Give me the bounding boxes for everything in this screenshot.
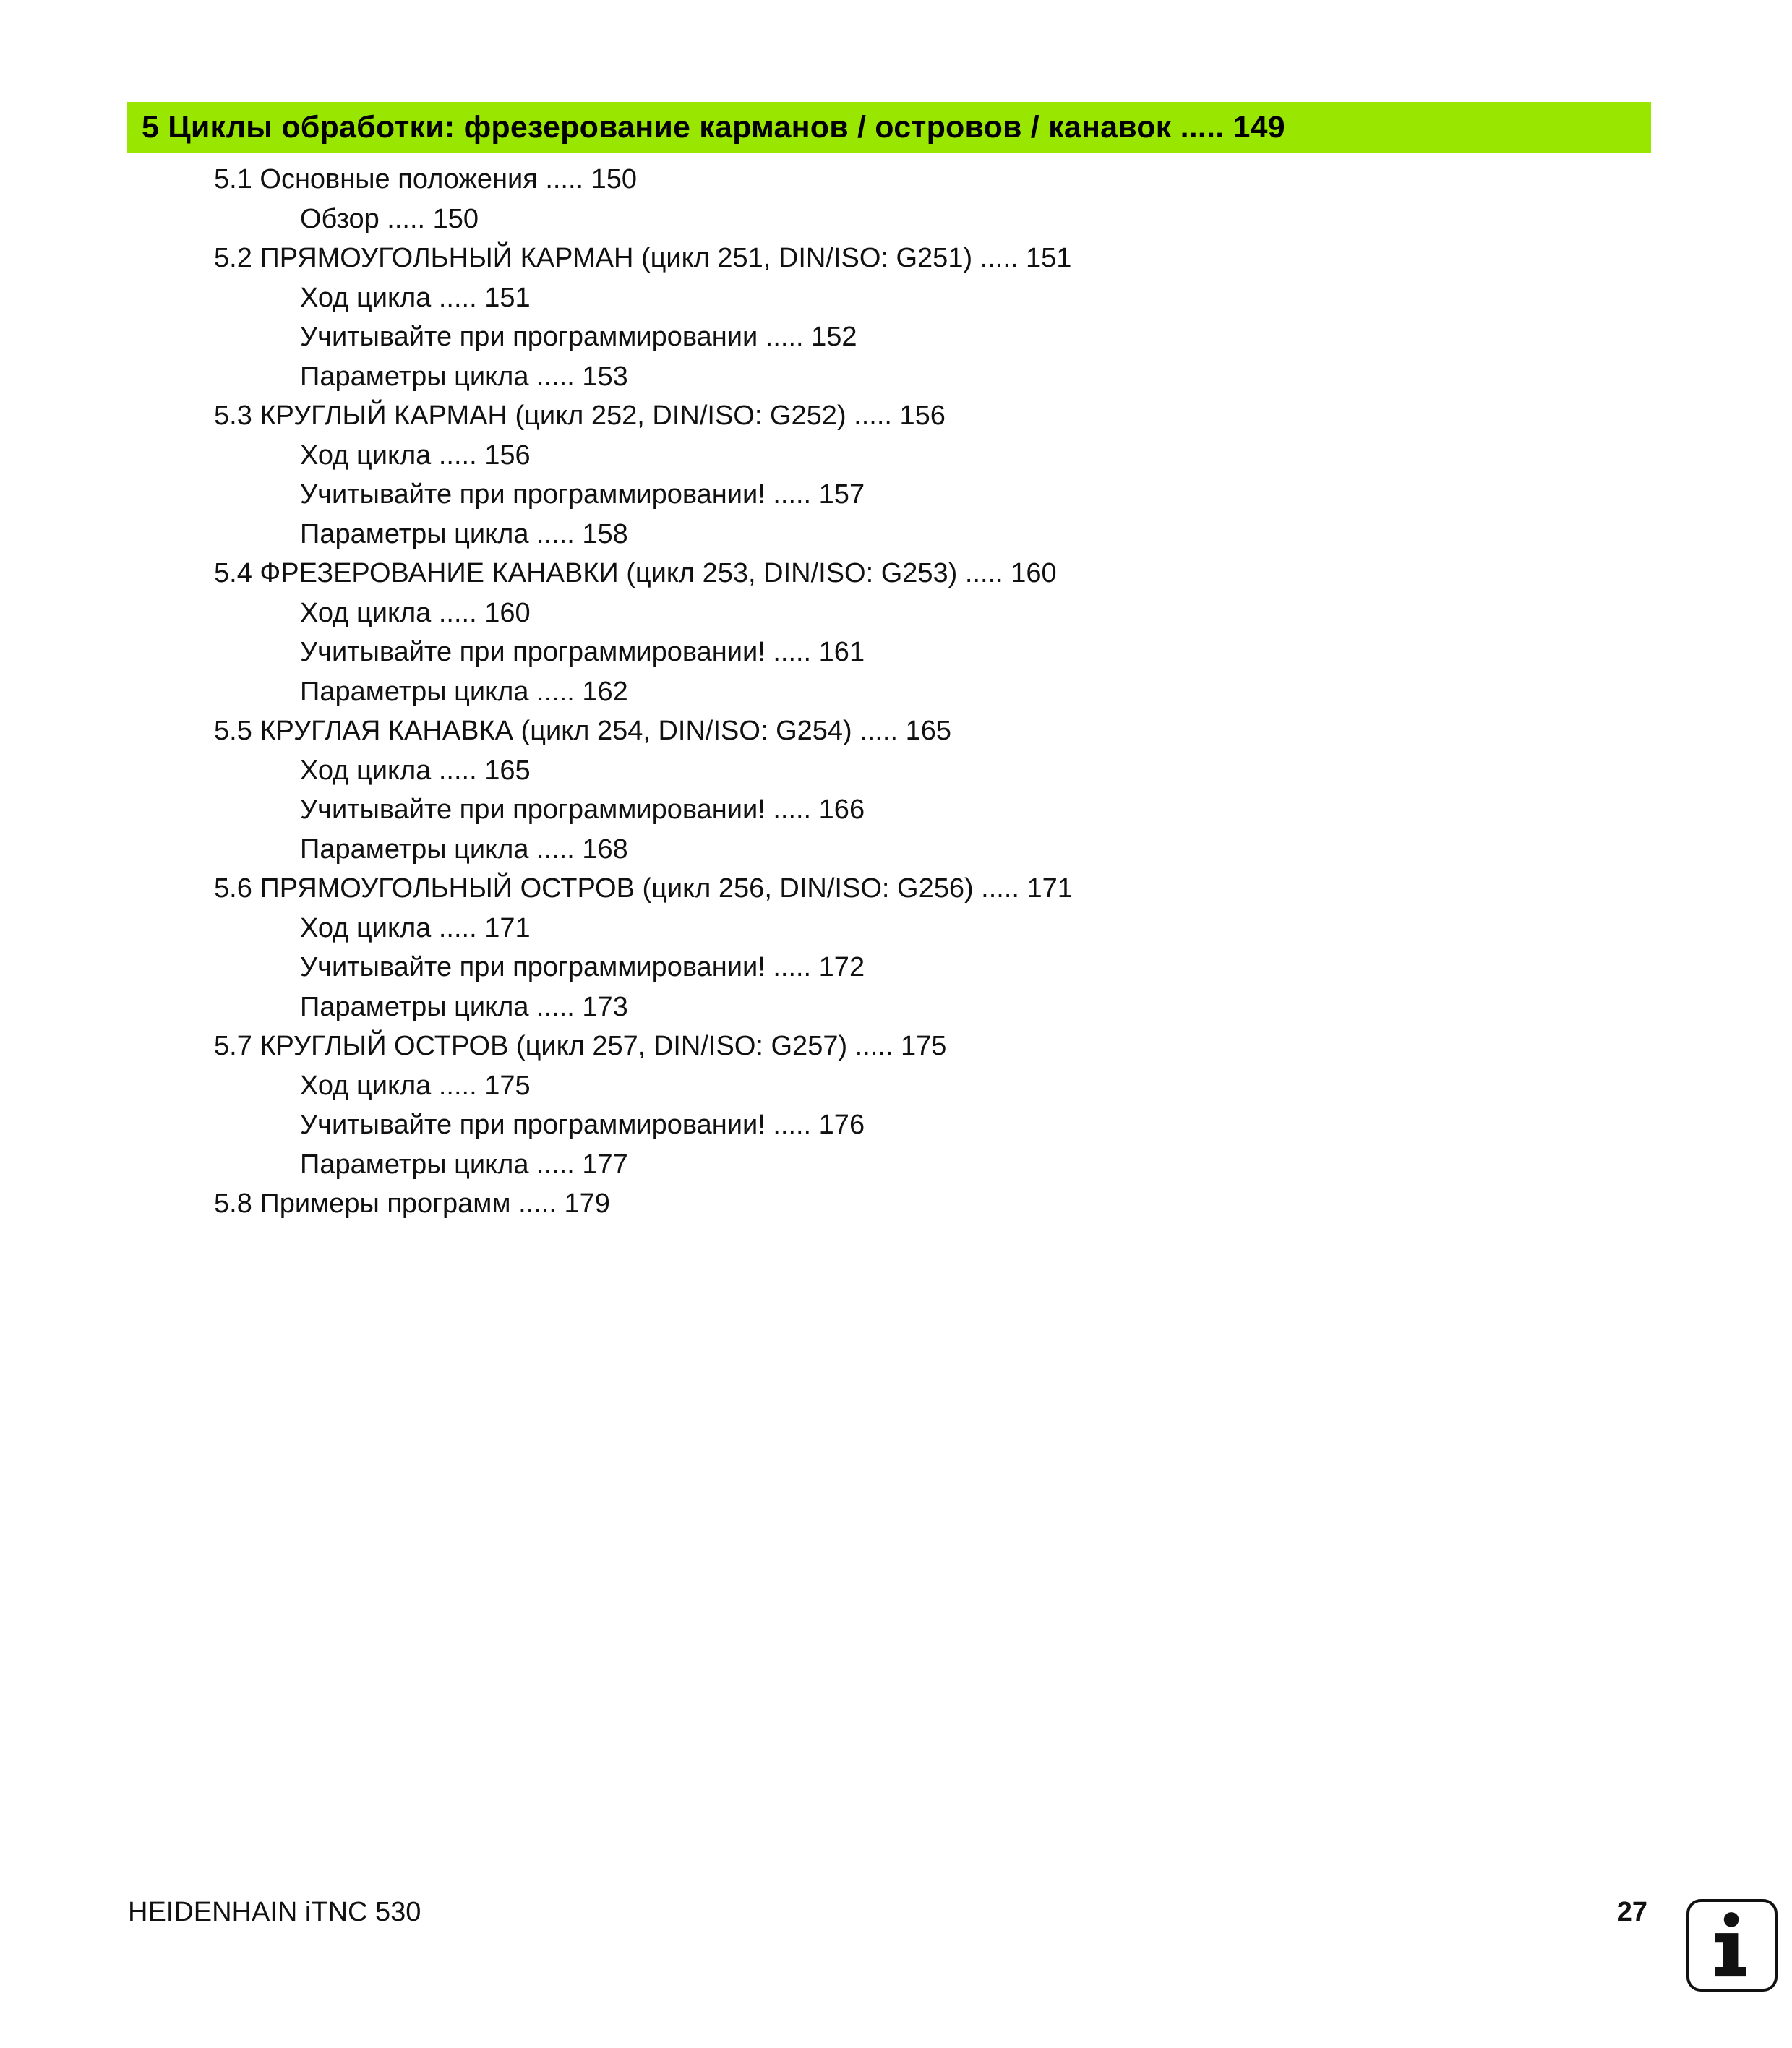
toc-subsection-entry[interactable]: Учитывайте при программировании! ..... 161 (300, 637, 865, 667)
toc-subsection-entry[interactable]: Учитывайте при программировании! ..... 172 (300, 952, 865, 982)
table-of-contents (0, 160, 1446, 1224)
toc-subsection-entry[interactable]: Ход цикла ..... 151 (300, 282, 531, 313)
info-icon[interactable] (1686, 1899, 1778, 1992)
toc-subsection-entry[interactable]: Ход цикла ..... 160 (300, 597, 531, 628)
toc-subsection-entry[interactable]: Ход цикла ..... 175 (300, 1070, 531, 1101)
footer-product-name: HEIDENHAIN iTNC 530 (128, 1897, 421, 1927)
toc-subsection-entry[interactable]: Учитывайте при программировании! ..... 176 (300, 1110, 865, 1140)
toc-section-entry[interactable]: 5.7 КРУГЛЫЙ ОСТРОВ (цикл 257, DIN/ISO: G257) ..... 175 (214, 1031, 947, 1061)
toc-subsection-entry[interactable]: Ход цикла ..... 171 (300, 912, 531, 943)
toc-subsection-entry[interactable]: Обзор ..... 150 (300, 203, 479, 234)
toc-subsection-entry[interactable]: Параметры цикла ..... 162 (300, 676, 628, 707)
info-icon-glyph (1689, 1902, 1775, 1989)
toc-subsection-entry[interactable]: Параметры цикла ..... 168 (300, 834, 628, 865)
toc-section-entry[interactable]: 5.1 Основные положения ..... 150 (214, 164, 638, 194)
toc-section-entry[interactable]: 5.5 КРУГЛАЯ КАНАВКА (цикл 254, DIN/ISO: G254) ..... 165 (214, 716, 951, 746)
toc-subsection-entry[interactable]: Параметры цикла ..... 173 (300, 991, 628, 1022)
toc-subsection-entry[interactable]: Учитывайте при программировании ..... 152 (300, 322, 857, 352)
toc-subsection-entry[interactable]: Ход цикла ..... 156 (300, 440, 531, 471)
toc-section-entry[interactable]: 5.8 Примеры программ ..... 179 (214, 1188, 610, 1219)
chapter-heading-bar (127, 102, 1651, 153)
toc-section-entry[interactable]: 5.6 ПРЯМОУГОЛЬНЫЙ ОСТРОВ (цикл 256, DIN/ISO: G256) ..... 171 (214, 873, 1073, 904)
toc-section-entry[interactable]: 5.3 КРУГЛЫЙ КАРМАН (цикл 252, DIN/ISO: G252) ..... 156 (214, 400, 946, 431)
toc-section-entry[interactable]: 5.4 ФРЕЗЕРОВАНИЕ КАНАВКИ (цикл 253, DIN/ISO: G253) ..... 160 (214, 558, 1057, 588)
toc-subsection-entry[interactable]: Ход цикла ..... 165 (300, 755, 531, 786)
toc-subsection-entry[interactable]: Учитывайте при программировании! ..... 157 (300, 479, 865, 510)
toc-subsection-entry[interactable]: Параметры цикла ..... 177 (300, 1149, 628, 1180)
toc-subsection-entry[interactable]: Параметры цикла ..... 158 (300, 518, 628, 549)
toc-subsection-entry[interactable]: Учитывайте при программировании! ..... 166 (300, 794, 865, 825)
page-number: 27 (1616, 1897, 1647, 1927)
chapter-title[interactable]: 5 Циклы обработки: фрезерование карманов / островов / канавок ..... 149 (142, 110, 1285, 145)
toc-subsection-entry[interactable]: Параметры цикла ..... 153 (300, 361, 628, 392)
toc-section-entry[interactable]: 5.2 ПРЯМОУГОЛЬНЫЙ КАРМАН (цикл 251, DIN/ISO: G251) ..... 151 (214, 243, 1072, 273)
